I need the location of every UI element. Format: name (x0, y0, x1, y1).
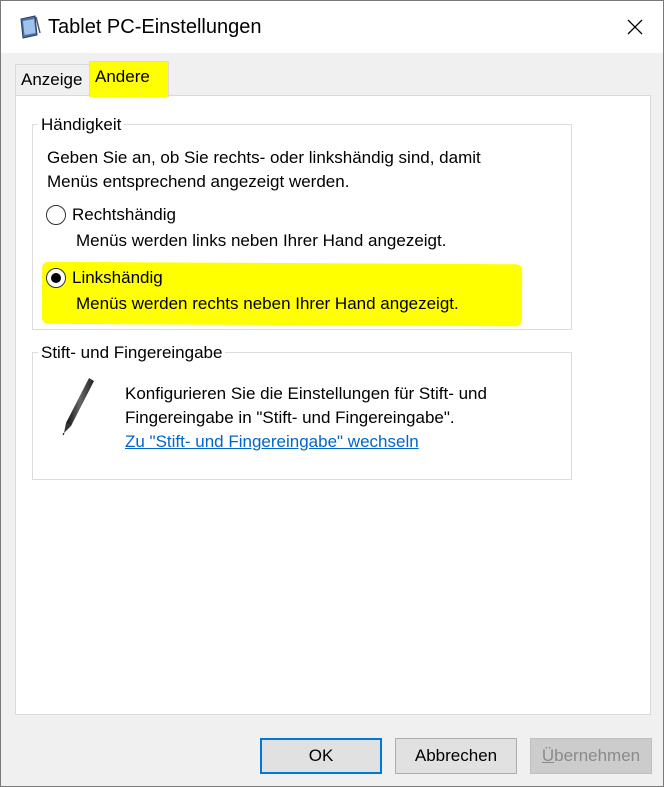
pen-input-text-line1: Konfigurieren Sie die Einstellungen für Stift- und (125, 384, 487, 403)
apply-button-label: bernehmen (554, 746, 641, 765)
apply-button-mnemonic: Ü (541, 746, 555, 765)
tablet-pc-icon (19, 15, 41, 39)
radio-left-handed-label[interactable]: Linkshändig (72, 268, 163, 287)
left-handed-description: Menüs werden rechts neben Ihrer Hand angezeigt. (76, 294, 459, 313)
pen-input-settings-link[interactable]: Zu "Stift- und Fingereingabe" wechseln (125, 432, 419, 451)
cancel-button[interactable]: Abbrechen (395, 738, 517, 774)
close-icon (627, 19, 643, 35)
handedness-description-line2: Menüs entsprechend angezeigt werden. (47, 172, 350, 191)
pen-input-text-line2: Fingereingabe in "Stift- und Fingereingabe". (125, 408, 455, 427)
radio-right-handed-label[interactable]: Rechtshändig (72, 205, 176, 224)
tab-anzeige[interactable]: Anzeige (15, 64, 91, 95)
ok-button[interactable]: OK (260, 738, 382, 774)
tab-andere[interactable]: Andere (89, 61, 169, 97)
radio-right-handed[interactable] (46, 205, 66, 225)
apply-button[interactable] (530, 738, 652, 774)
handedness-description-line1: Geben Sie an, ob Sie rechts- oder linkshändig sind, damit (47, 148, 481, 167)
title-bar (1, 1, 663, 53)
window-title: Tablet PC-Einstellungen (48, 16, 262, 38)
handedness-group-title: Händigkeit (38, 115, 124, 135)
pen-icon (59, 376, 99, 436)
close-button[interactable] (607, 1, 663, 53)
right-handed-description: Menüs werden links neben Ihrer Hand angezeigt. (76, 231, 447, 250)
pen-input-group-title: Stift- und Fingereingabe (38, 343, 225, 363)
radio-left-handed[interactable] (46, 268, 66, 288)
